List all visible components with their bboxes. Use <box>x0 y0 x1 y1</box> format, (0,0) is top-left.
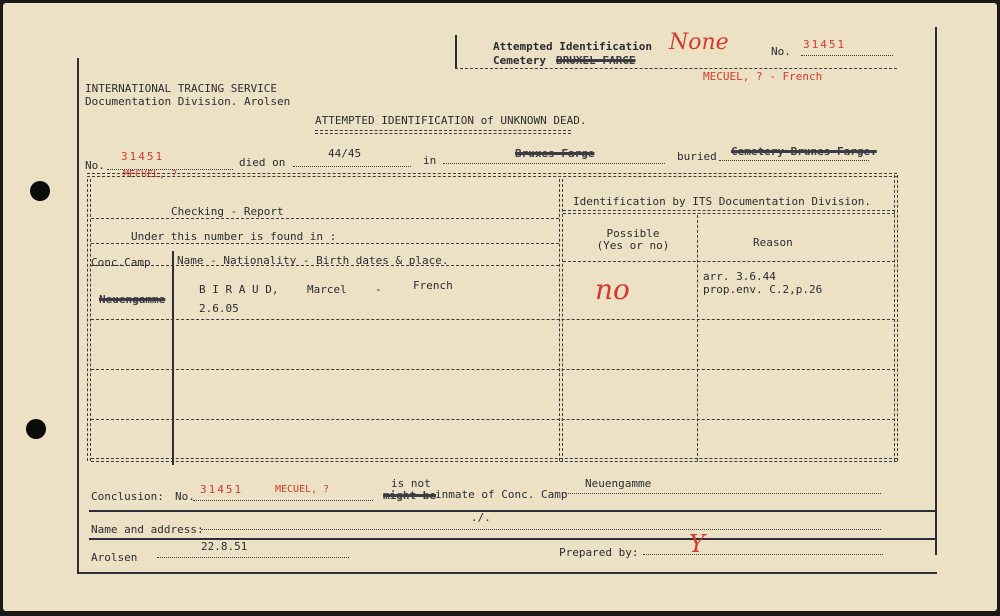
table-header-separator <box>563 210 895 214</box>
row-camp: Neuengamme <box>99 293 166 306</box>
possible-header: Possible (Yes or no) <box>596 227 670 252</box>
in-value: Bruxes-Farge <box>515 147 595 160</box>
table-camp-divider <box>172 251 174 465</box>
under-number-text: Under this number is found in : <box>131 230 337 243</box>
name-header: Name - Nationality - Birth dates & place. <box>177 254 449 267</box>
row-line-2 <box>91 369 895 370</box>
conclusion-is-not: is not <box>391 477 431 490</box>
handwritten-none: None <box>669 30 729 55</box>
page-title: ATTEMPTED IDENTIFICATION of UNKNOWN DEAD. <box>315 114 587 127</box>
table-right-border-inner <box>897 175 898 461</box>
conclusion-camp: Neuengamme <box>585 477 652 490</box>
died-label: died on <box>239 156 286 169</box>
header-line1: Attempted Identification <box>493 40 652 53</box>
prepared-by-initial: Y <box>689 530 705 558</box>
buried-dots <box>719 160 869 161</box>
prepared-by-label: Prepared by: <box>559 546 639 559</box>
conclusion-struck-word: might be <box>383 489 436 502</box>
identification-header: Identification by ITS Documentation Division. <box>573 195 872 208</box>
header-no-value: 31451 <box>803 38 847 51</box>
punch-hole-bottom <box>26 419 46 439</box>
reason-header: Reason <box>753 236 793 249</box>
right-border <box>935 27 937 555</box>
header-name-line: MECUEL, ? - French <box>703 70 823 83</box>
conclusion-inmate-text: inmate of Conc. Camp <box>435 488 568 501</box>
conclusion-label: Conclusion: <box>91 490 164 503</box>
name-address-label: Name and address: <box>91 523 204 536</box>
row-birth-date: 2.6.05 <box>199 302 239 315</box>
conc-camp-header: Conc.Camp <box>91 256 151 269</box>
punch-hole-top <box>30 181 50 201</box>
bottom-border <box>77 572 937 574</box>
left-border <box>77 58 79 574</box>
in-dots <box>443 163 665 164</box>
org-line1: INTERNATIONAL TRACING SERVICE <box>85 82 278 95</box>
row-possible-no: no <box>595 273 630 306</box>
prepared-by-dots <box>643 554 883 555</box>
name-address-dots <box>201 529 881 530</box>
table-bottom-border <box>91 458 897 462</box>
table-left-border <box>87 179 88 461</box>
conclusion-no-value: 31451 <box>200 483 244 496</box>
in-label: in <box>423 154 437 167</box>
conclusion-rule <box>89 510 935 512</box>
table-top-border <box>87 173 897 177</box>
row-separator: - <box>375 283 382 296</box>
header-no-label: No. <box>771 45 791 58</box>
title-underline <box>315 130 571 134</box>
identification-card <box>3 3 997 611</box>
footer-date: 22.8.51 <box>201 540 248 553</box>
header-line2-struck: BRUXEL-FARGE <box>556 54 636 67</box>
buried-value: Cemetery Brunes-Farge. <box>731 145 877 158</box>
row-surname: B I R A U D, <box>199 283 279 296</box>
conclusion-camp-dots <box>565 493 881 494</box>
record-no-value: 31451 <box>121 150 165 163</box>
conclusion-no-label: No. <box>175 490 195 503</box>
table-reason-divider <box>697 215 698 461</box>
row-header-divider-right <box>563 261 895 262</box>
header-box-bottom <box>455 68 897 69</box>
row-first-name: Marcel <box>307 283 347 296</box>
header-line2-prefix: Cemetery <box>493 54 546 67</box>
footer-place: Arolsen <box>91 551 138 564</box>
header-box-left <box>455 35 457 69</box>
row-line-1 <box>91 319 895 320</box>
checking-underline <box>91 218 559 219</box>
record-no-label: No. <box>85 159 105 172</box>
died-dots <box>293 166 411 167</box>
conclusion-no-dots <box>193 500 373 501</box>
row-line-3 <box>91 419 895 420</box>
org-line2: Documentation Division. Arolsen <box>85 95 291 108</box>
under-number-underline <box>91 243 559 244</box>
footer-date-dots <box>157 557 349 558</box>
row-reason-line2: prop.env. C.2,p.26 <box>703 283 823 296</box>
name-address-value: ./. <box>471 511 491 524</box>
died-value: 44/45 <box>328 147 362 160</box>
row-reason-line1: arr. 3.6.44 <box>703 270 776 283</box>
row-nationality: French <box>413 279 453 292</box>
record-name-value: MECUEL, ? <box>123 169 178 180</box>
header-no-dots <box>801 55 893 56</box>
conclusion-name-value: MECUEL, ? <box>275 484 330 495</box>
checking-header: Checking - Report <box>171 205 284 218</box>
buried-label: buried <box>677 150 717 163</box>
